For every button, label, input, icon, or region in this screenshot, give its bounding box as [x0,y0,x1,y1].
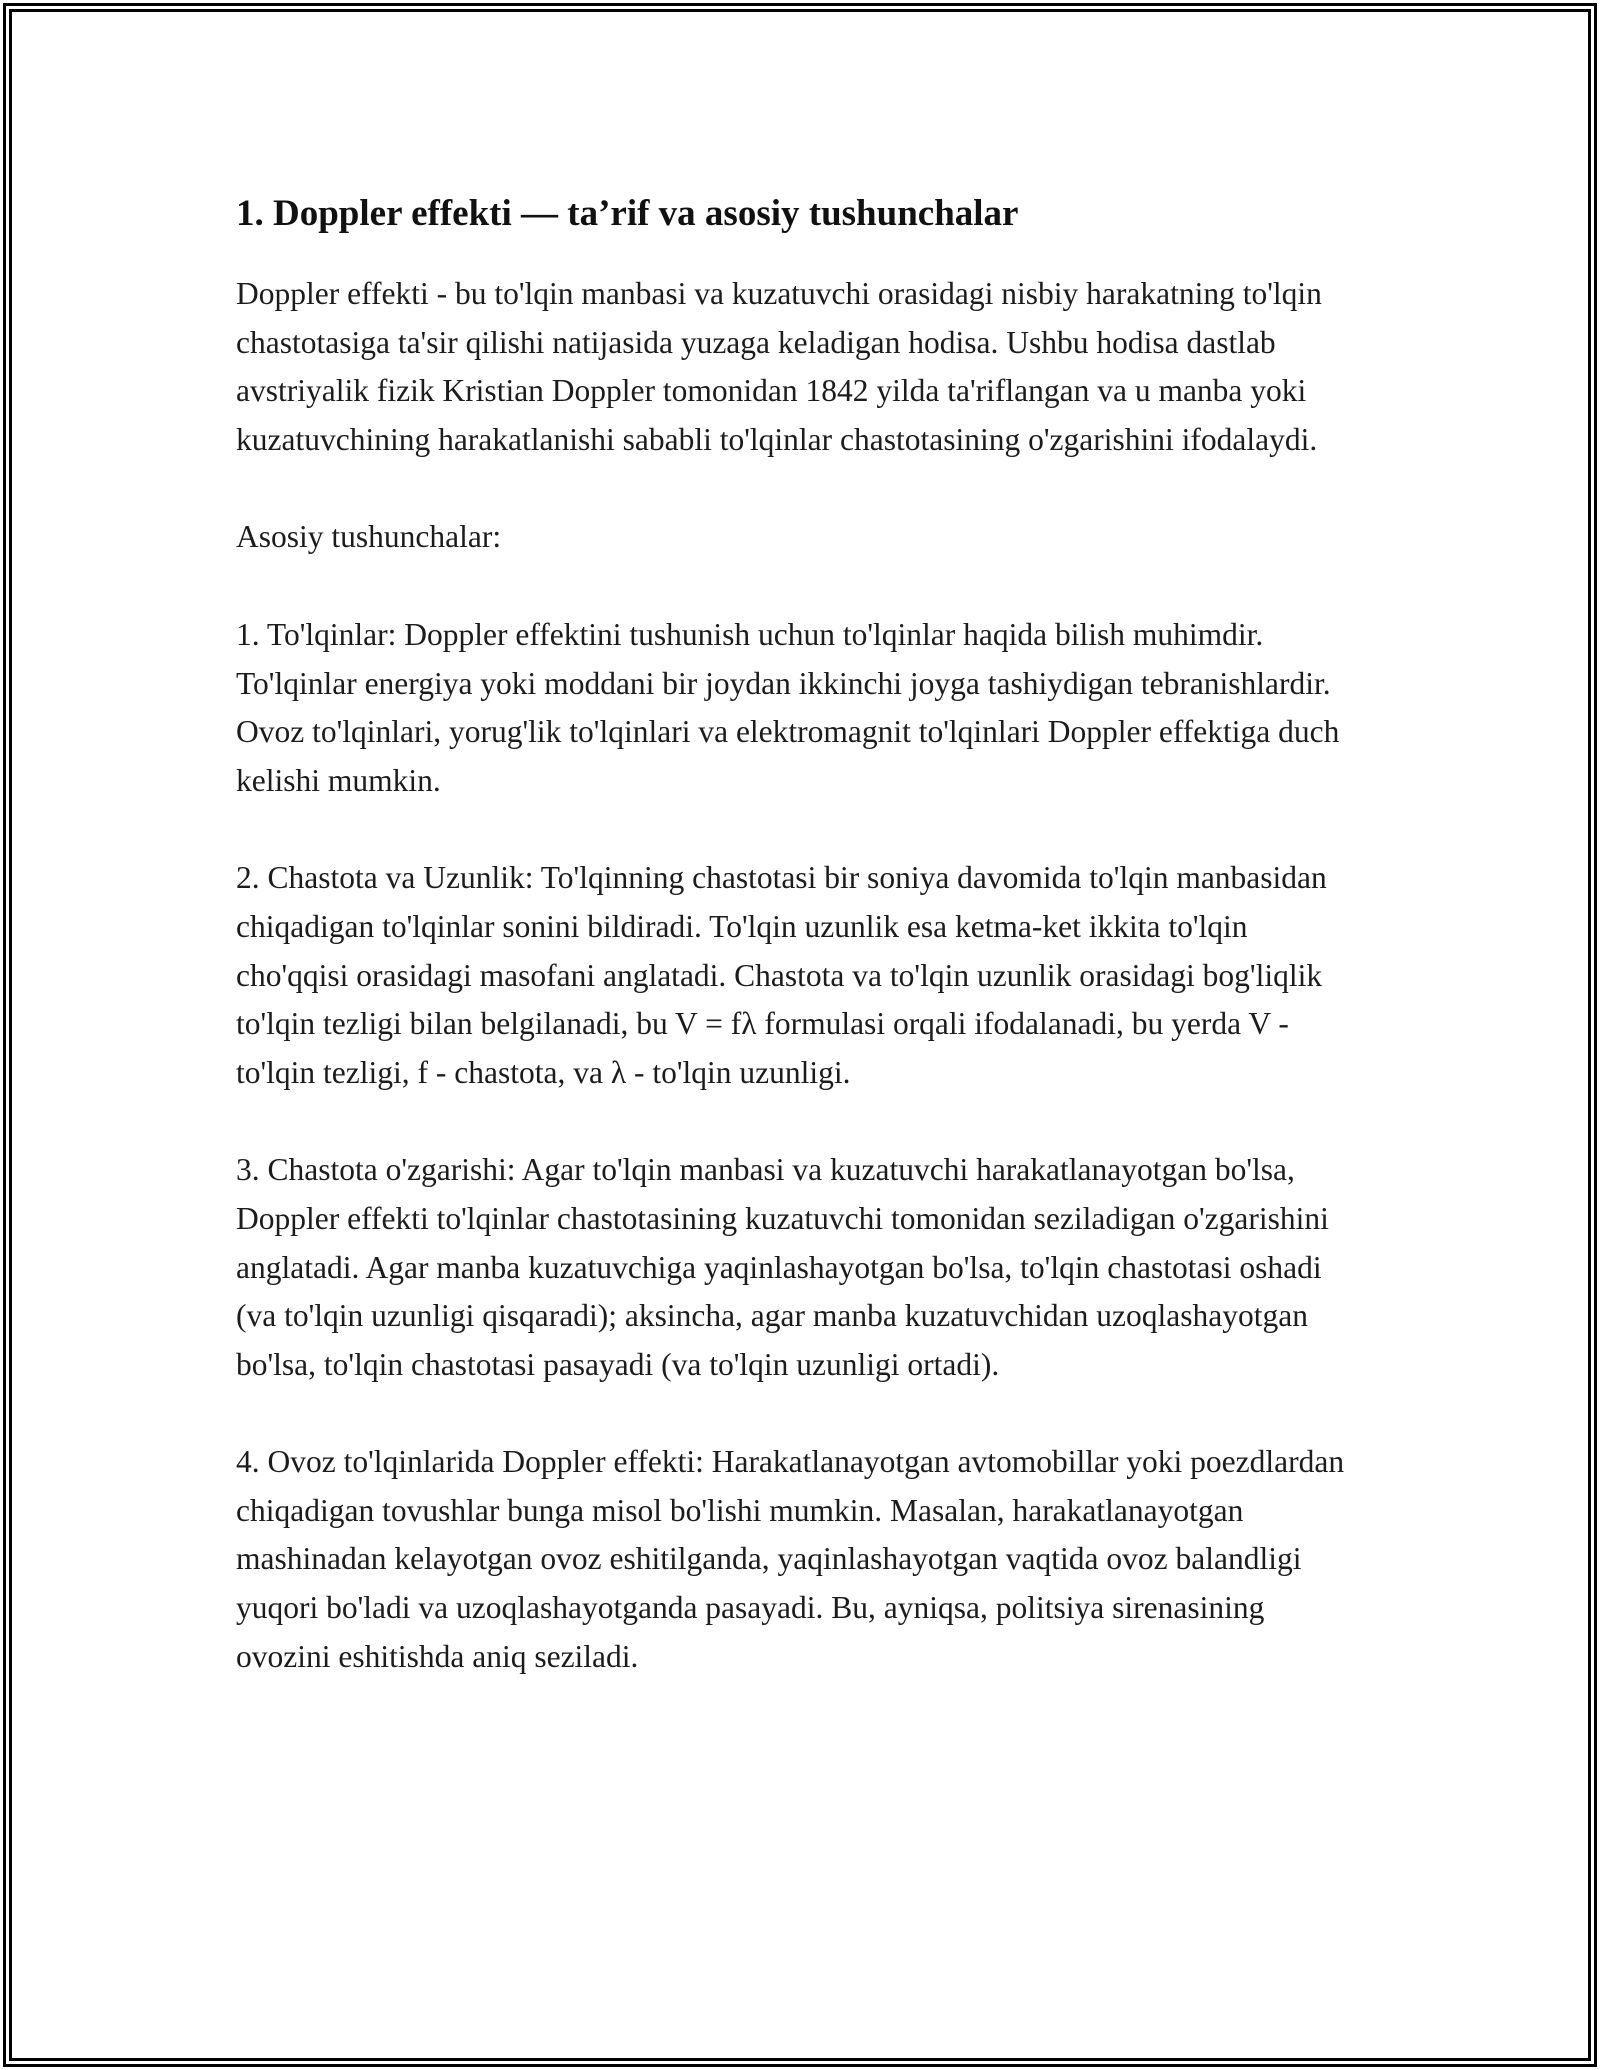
key-concepts-heading: Asosiy tushunchalar: [236,519,502,555]
concept-waves-paragraph: 1. To'lqinlar: Doppler effektini tushunish uchun to'lqinlar haqida bilish muhimdir. To'lqinlar energiya yoki moddani bir joydan ikkinchi joyga tashiydigan tebranishlardir. Ovoz to'lqinlari, yorug'lik to'lqinlari va elektromagnit to'lqinlari Doppler effektiga duch kelishi mumkin. [236,616,1340,798]
concept-frequency-change-paragraph: 3. Chastota o'zgarishi: Agar to'lqin manbasi va kuzatuvchi harakatlanayotgan bo'lsa, Doppler effekti to'lqinlar chastotasining kuzatuvchi tomonidan seziladigan o'zgarishini anglatadi. Agar manba kuzatuvchiga yaqinlashayotgan bo'lsa, to'lqin chastotasi oshadi (va to'lqin uzunligi qisqaradi); aksincha, agar manba kuzatuvchidan uzoqlashayotgan bo'lsa, to'lqin chastotasi pasayadi (va to'lqin uzunligi ortadi). [236,1152,1329,1382]
concept-frequency-wavelength-paragraph: 2. Chastota va Uzunlik: To'lqinning chastotasi bir soniya davomida to'lqin manbasidan chiqadigan to'lqinlar sonini bildiradi. To'lqin uzunlik esa ketma-ket ikkita to'lqin cho'qqisi orasidagi masofani anglatadi. Chastota va to'lqin uzunlik orasidagi bog'liqlik to'lqin tezligi bilan belgilanadi, bu V = fλ formulasi orqali ifodalanadi, bu yerda V - to'lqin tezligi, f - chastota, va λ - to'lqin uzunligi. [236,860,1327,1090]
intro-paragraph: Doppler effekti - bu to'lqin manbasi va kuzatuvchi orasidagi nisbiy harakatning to'lqin chastotasiga ta'sir qilishi natijasida yuzaga keladigan hodisa. Ushbu hodisa dastlab avstriyalik fizik Kristian Doppler tomonidan 1842 yilda ta'riflangan va u manba yoki kuzatuvchining harakatlanishi sababli to'lqinlar chastotasining o'zgarishini ifodalaydi. [236,276,1322,457]
section-title: 1. Doppler effekti — ta’rif va asosiy tushunchalar [236,193,1019,234]
concept-sound-waves-paragraph: 4. Ovoz to'lqinlarida Doppler effekti: Harakatlanayotgan avtomobillar yoki poezdlardan chiqadigan tovushlar bunga misol bo'lishi mumkin. Masalan, harakatlanayotgan mashinadan kelayotgan ovoz eshitilganda, yaqinlashayotgan vaqtida ovoz balandligi yuqori bo'ladi va uzoqlashayotganda pasayadi. Bu, ayniqsa, politsiya sirenasining ovozini eshitishda aniq seziladi. [236,1444,1345,1674]
document-body [236,188,1366,1730]
